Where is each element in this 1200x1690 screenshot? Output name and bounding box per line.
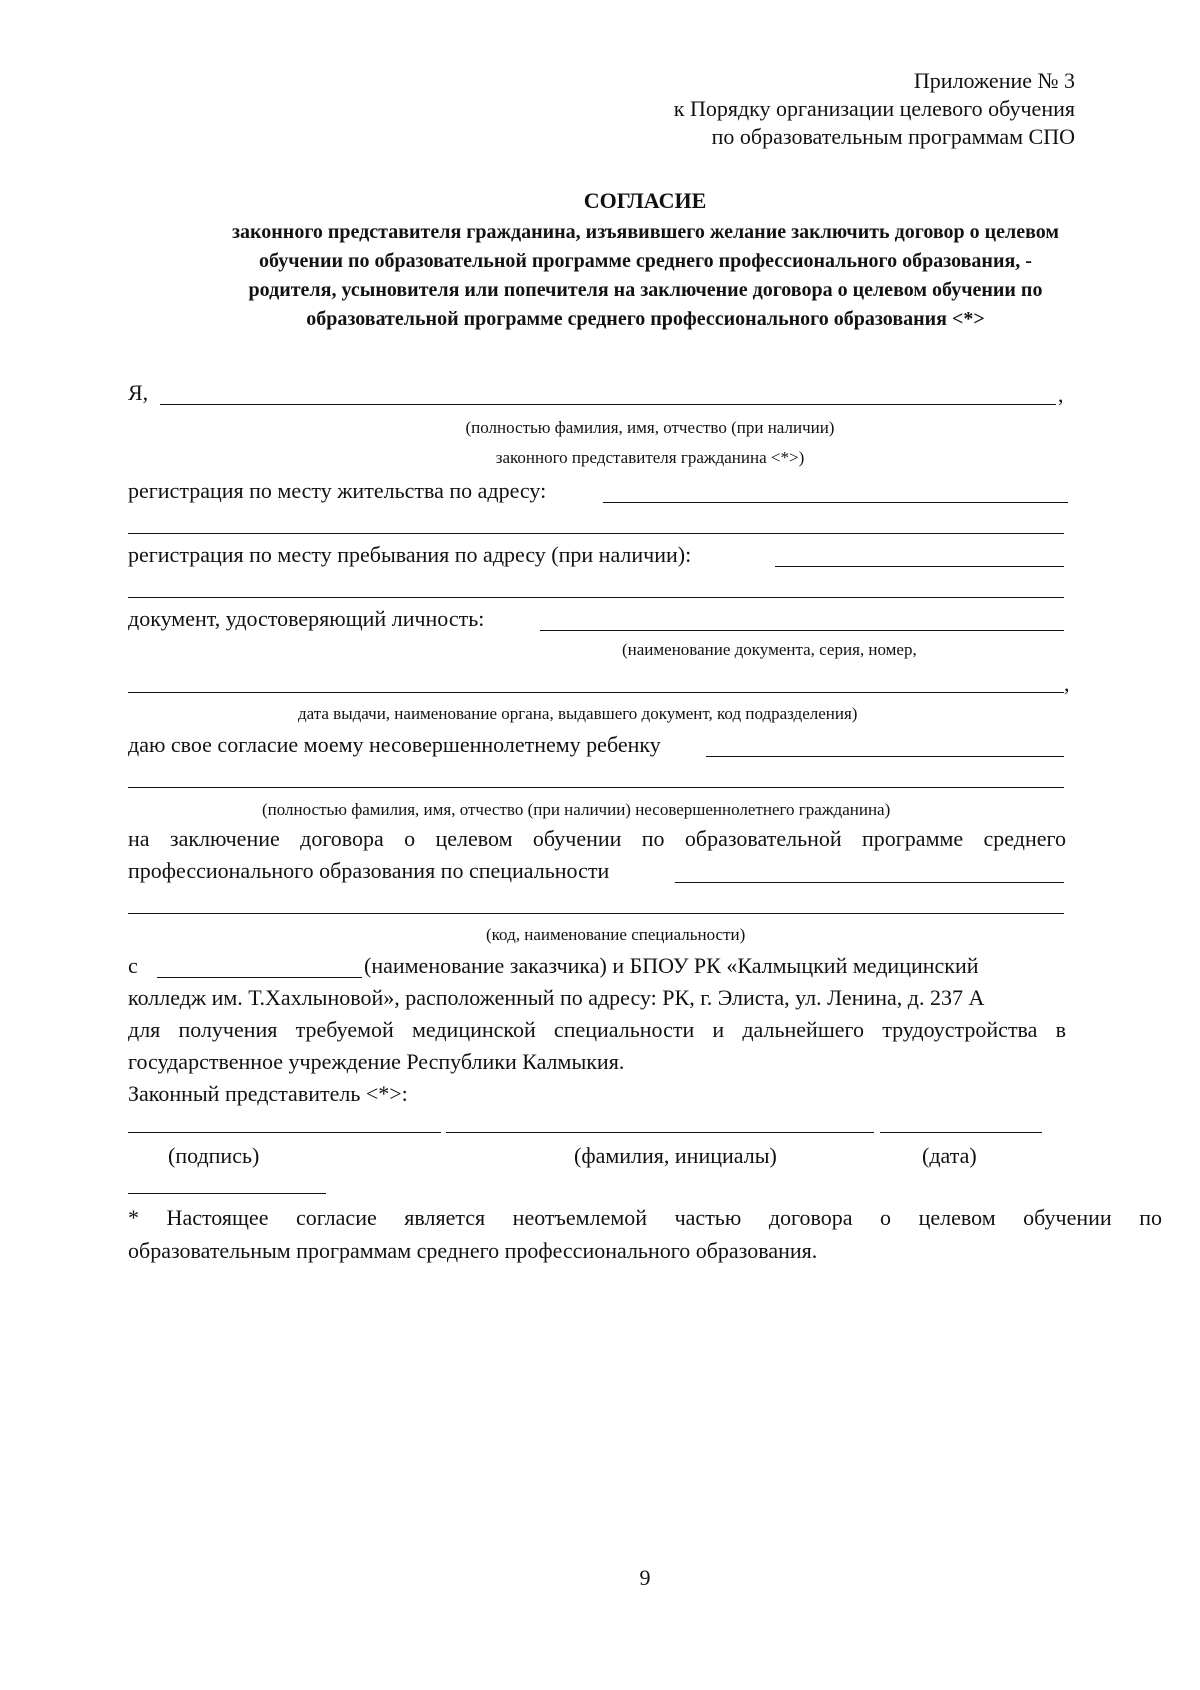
purpose-line-2: государственное учреждение Республики Калмыкия.: [128, 1049, 625, 1074]
footnote-line-2: образовательным программам среднего профессионального образования.: [128, 1238, 818, 1263]
with-prefix: с: [128, 953, 138, 978]
hint-doc-line-2: дата выдачи, наименование органа, выдавшего документ, код подразделения): [298, 704, 858, 723]
page-number: 9: [639, 1565, 651, 1590]
appendix-number: Приложение № 3: [913, 68, 1075, 93]
document-title: СОГЛАСИЕ: [583, 188, 707, 213]
title-subtitle-line-2: обучении по образовательной программе среднего профессионального образования, -: [259, 250, 1032, 272]
hint-fio-line-2: законного представителя гражданина <*>): [495, 448, 805, 467]
representative-label: Законный представитель <*>:: [128, 1081, 408, 1106]
name-initials-line[interactable]: [446, 1132, 874, 1133]
footnote-separator: [128, 1193, 326, 1194]
hint-doc-line-1: (наименование документа, серия, номер,: [622, 640, 917, 659]
child-name-line-2[interactable]: [128, 787, 1064, 788]
representative-name-line[interactable]: [160, 404, 1056, 405]
ya-label: Я,: [128, 380, 149, 405]
hint-child: (полностью фамилия, имя, отчество (при наличии) несовершеннолетнего гражданина): [262, 800, 891, 819]
id-document-line-2[interactable]: [128, 692, 1064, 693]
contract-line-2: профессионального образования по специальности: [128, 858, 610, 883]
date-line[interactable]: [880, 1132, 1042, 1133]
comma: ,: [1058, 382, 1064, 407]
signature-caption: (подпись): [168, 1143, 260, 1168]
footnote-line-1: * Настоящее согласие является неотъемлемой частью договора о целевом обучении по: [128, 1205, 1162, 1230]
residence-address-line-2[interactable]: [128, 533, 1064, 534]
purpose-line-1: для получения требуемой медицинской специальности и дальнейшего трудоустройства в: [128, 1017, 1066, 1042]
contract-line-1: на заключение договора о целевом обучении по образовательной программе среднего: [128, 826, 1066, 851]
title-subtitle-line-3: родителя, усыновителя или попечителя на заключение договора о целевом обучении по: [248, 279, 1043, 301]
residence-address-line[interactable]: [603, 502, 1068, 503]
hint-fio-line-1: (полностью фамилия, имя, отчество (при наличии): [465, 418, 835, 437]
hint-specialty: (код, наименование специальности): [486, 925, 746, 944]
title-subtitle-line-4: образовательной программе среднего профессионального образования <*>: [306, 308, 985, 330]
stay-address-line[interactable]: [775, 566, 1064, 567]
residence-label: регистрация по месту жительства по адресу:: [128, 478, 547, 503]
signature-line[interactable]: [128, 1132, 441, 1133]
id-document-line[interactable]: [540, 630, 1064, 631]
comma-2: ,: [1064, 671, 1070, 696]
date-caption: (дата): [922, 1143, 977, 1168]
title-subtitle-line-1: законного представителя гражданина, изъявившего желание заключить договор о целевом: [231, 221, 1060, 243]
stay-address-line-2[interactable]: [128, 597, 1064, 598]
specialty-line[interactable]: [675, 882, 1064, 883]
specialty-line-2[interactable]: [128, 913, 1064, 914]
college-address-line: колледж им. Т.Хахлыновой», расположенный по адресу: РК, г. Элиста, ул. Ленина, д. 237 А: [128, 985, 985, 1010]
id-document-label: документ, удостоверяющий личность:: [128, 606, 485, 631]
consent-child-label: даю свое согласие моему несовершеннолетнему ребенку: [128, 732, 661, 757]
with-customer-text: (наименование заказчика) и БПОУ РК «Калмыцкий медицинский: [364, 953, 979, 978]
name-initials-caption: (фамилия, инициалы): [574, 1143, 777, 1168]
stay-label: регистрация по месту пребывания по адресу (при наличии):: [128, 542, 692, 567]
appendix-scope: по образовательным программам СПО: [711, 124, 1075, 149]
appendix-reference: к Порядку организации целевого обучения: [673, 96, 1075, 121]
customer-name-line[interactable]: [157, 977, 362, 978]
child-name-line[interactable]: [706, 756, 1064, 757]
